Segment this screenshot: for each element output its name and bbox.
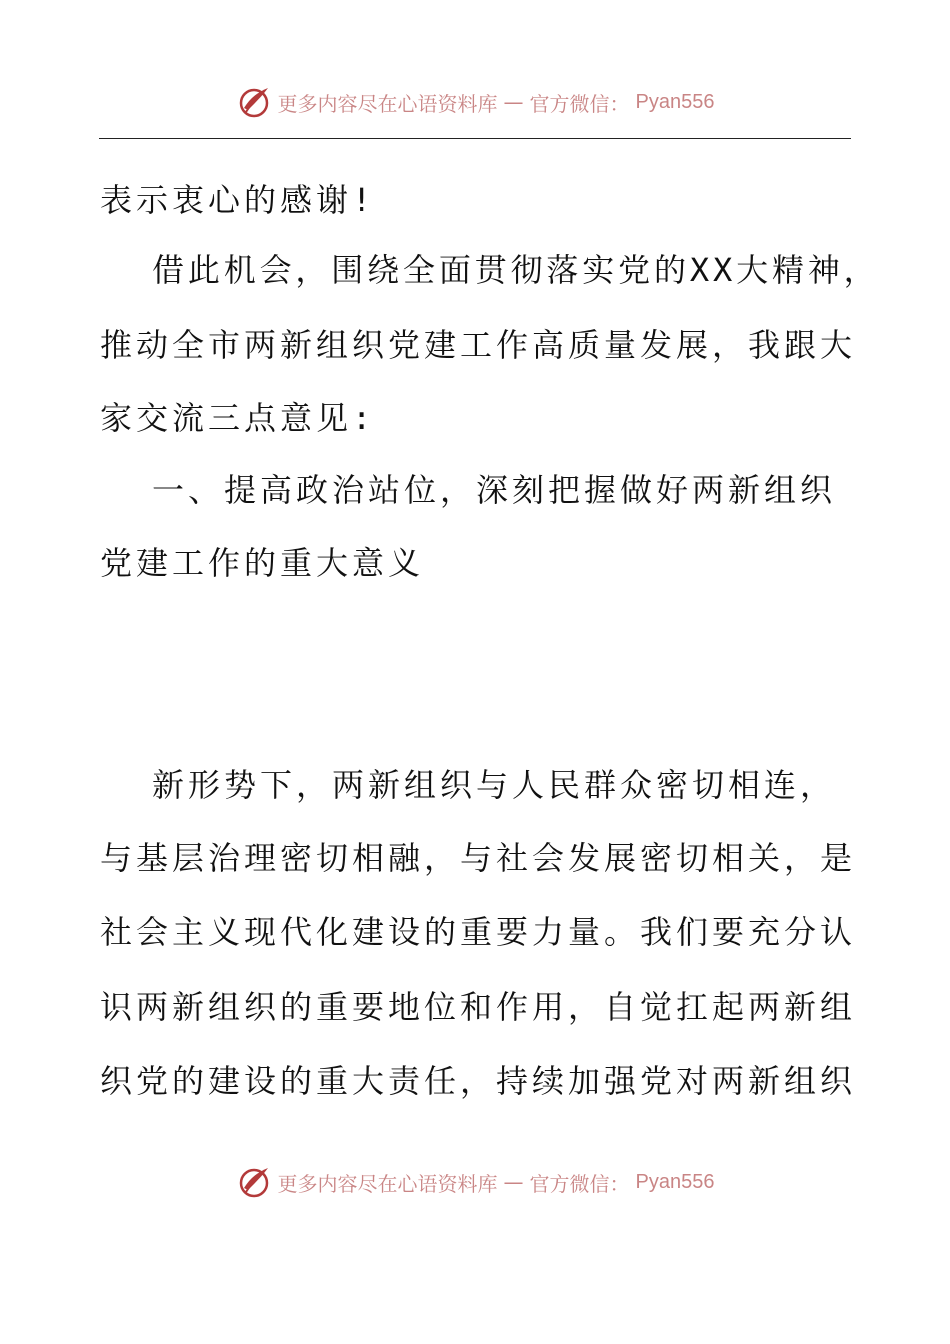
body-line-1: 表示衷心的感谢! <box>100 181 376 219</box>
banner-dash: — <box>503 1170 524 1194</box>
section-heading-line-2: 党建工作的重大意义 <box>100 544 425 582</box>
banner-wechat-label: 官方微信： <box>529 1171 630 1196</box>
header-divider <box>99 138 851 139</box>
body-line-4: 家交流三点意见: <box>100 399 376 437</box>
body-line-9: 社会主义现代化建设的重要力量。我们要充分认 <box>100 913 857 951</box>
body-line-10: 识两新组织的重要地位和作用，自觉扛起两新组 <box>100 988 857 1026</box>
quill-logo-icon <box>236 1164 272 1200</box>
quill-logo-icon <box>236 84 272 120</box>
banner-dash: — <box>503 90 524 114</box>
header-banner <box>0 82 950 122</box>
body-line-3: 推动全市两新组织党建工作高质量发展，我跟大 <box>100 326 857 364</box>
section-heading-line-1: 一、提高政治站位，深刻把握做好两新组织 <box>152 471 837 509</box>
body-line-11: 织党的建设的重大责任，持续加强党对两新组织 <box>100 1062 857 1100</box>
banner-wechat-label: 官方微信： <box>529 91 630 116</box>
banner-wechat-id: Pyan556 <box>635 90 715 113</box>
banner-wechat-id: Pyan556 <box>635 1170 715 1193</box>
body-line-8: 与基层治理密切相融，与社会发展密切相关，是 <box>100 839 857 877</box>
banner-text: 更多内容尽在心语资料库 <box>277 91 498 116</box>
banner-text: 更多内容尽在心语资料库 <box>277 1171 498 1196</box>
footer-banner <box>0 1162 950 1202</box>
body-line-2: 借此机会，围绕全面贯彻落实党的XX大精神， <box>152 251 880 289</box>
body-line-7: 新形势下，两新组织与人民群众密切相连， <box>152 766 837 804</box>
